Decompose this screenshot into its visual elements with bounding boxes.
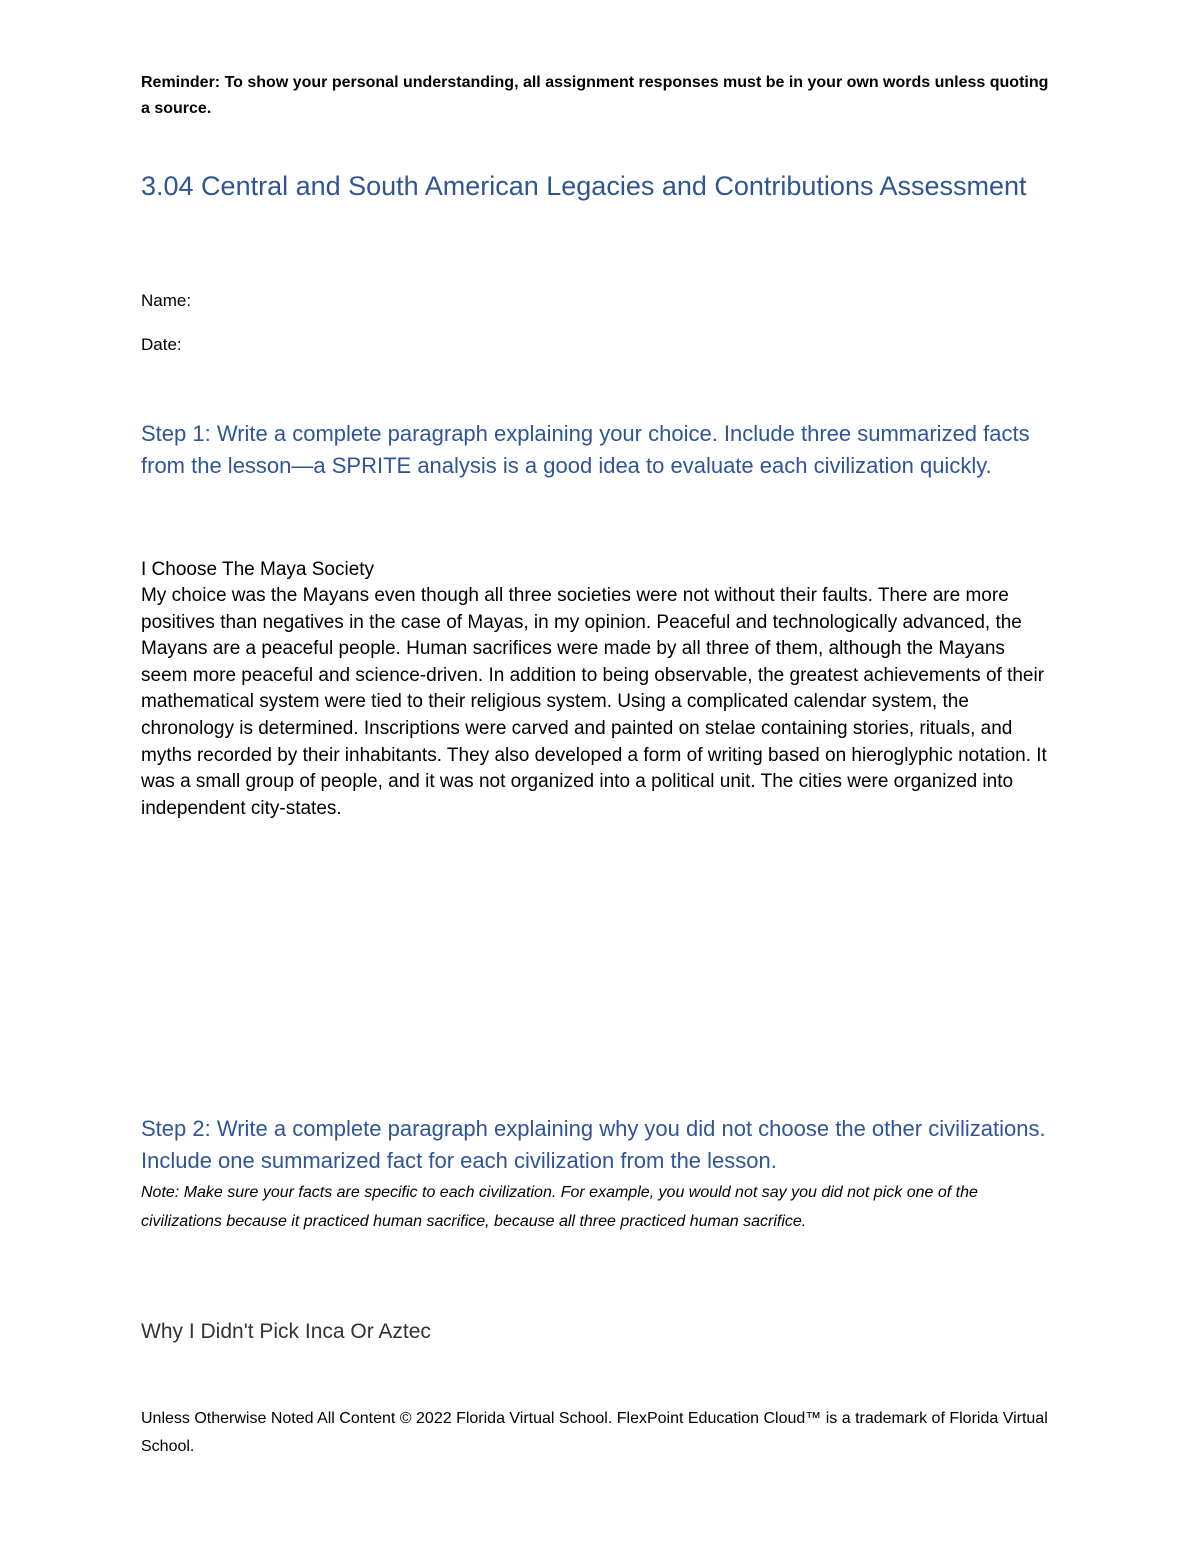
assessment-title: 3.04 Central and South American Legacies and Contributions Assessment bbox=[141, 171, 1027, 201]
step2-note: Note: Make sure your facts are specific to each civilization. For example, you would not say you did not pick one of the civilizations because it practiced human sacrifice, because all three practiced human sacrifice. bbox=[141, 1184, 978, 1230]
step1-answer-title: I Choose The Maya Society bbox=[141, 559, 375, 580]
date-field-label: Date: bbox=[141, 335, 182, 354]
step2-answer-title: Why I Didn't Pick Inca Or Aztec bbox=[141, 1320, 431, 1343]
copyright-footer: Unless Otherwise Noted All Content © 2022 Florida Virtual School. FlexPoint Education Cloud™ is a trademark of Florida Virtual School. bbox=[141, 1410, 1048, 1455]
step1-answer-paragraph: My choice was the Mayans even though all three societies were not without their faults. There are more positives than negatives in the case of Mayas, in my opinion. Peaceful and technologically advanced, the Mayans are a peaceful people. Human sacrifices were made by all three of them, although the Mayans seem more peaceful and science-driven. In addition to being observable, the greatest achievements of their mathematical system were tied to their religious system. Using a complicated calendar system, the chronology is determined. Inscriptions were carved and painted on stelae containing stories, rituals, and myths recorded by their inhabitants. They also developed a form of writing based on hieroglyphic notation. It was a small group of people, and it was not organized into a political unit. The cities were organized into independent city-states. bbox=[141, 585, 1047, 819]
step1-heading: Step 1: Write a complete paragraph explaining your choice. Include three summarized facts from the lesson—a SPRITE analysis is a good idea to evaluate each civilization quickly. bbox=[141, 421, 1030, 478]
step2-heading: Step 2: Write a complete paragraph explaining why you did not choose the other civilizations. Include one summarized fact for each civilization from the lesson. bbox=[141, 1116, 1046, 1173]
name-field-label: Name: bbox=[141, 291, 192, 310]
reminder-note: Reminder: To show your personal understanding, all assignment responses must be in your own words unless quoting a source. bbox=[141, 74, 1049, 117]
